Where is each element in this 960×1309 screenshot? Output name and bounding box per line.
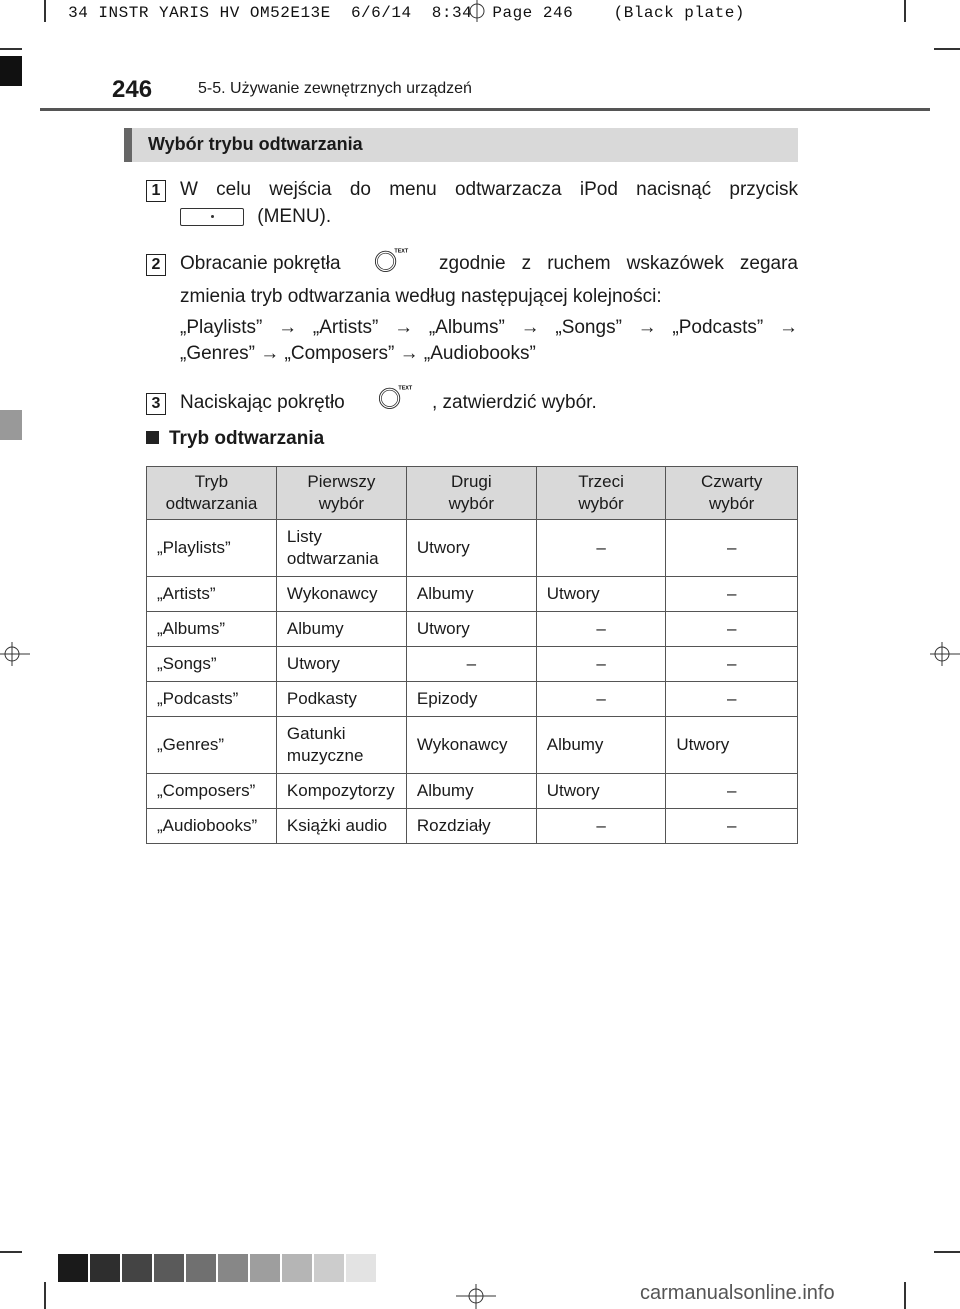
table-cell: – <box>536 612 666 647</box>
menu-button-icon <box>180 208 244 226</box>
table-cell: – <box>666 774 798 809</box>
table-cell: – <box>666 612 798 647</box>
step-number: 2 <box>146 254 166 276</box>
table-cell: – <box>666 520 798 577</box>
table-cell: Utwory <box>406 612 536 647</box>
table-header-cell: Czwarty wybór <box>666 467 798 520</box>
table-cell: – <box>536 682 666 717</box>
table-header-cell: Tryb odtwarzania <box>147 467 277 520</box>
table-header-cell: Pierwszy wybór <box>276 467 406 520</box>
table-cell: – <box>666 809 798 844</box>
step-number: 1 <box>146 180 166 202</box>
crop-mark <box>934 48 960 50</box>
color-swatch <box>122 1254 152 1282</box>
color-swatch <box>90 1254 120 1282</box>
table-row <box>147 577 798 612</box>
crop-mark <box>904 1282 906 1309</box>
chapter-title: 5-5. Używanie zewnętrznych urządzeń <box>198 80 472 97</box>
registration-mark <box>0 634 30 674</box>
table-cell: Albumy <box>406 577 536 612</box>
table-cell: Utwory <box>276 647 406 682</box>
knob-label: TEXT <box>398 385 413 392</box>
step-2-text-c: zmienia tryb odtwarzania według następującej kolejności: <box>180 286 662 307</box>
table-cell: „Podcasts” <box>147 682 277 717</box>
table-cell: – <box>666 647 798 682</box>
mode-sequence-cont: „Genres” → „Composers” → „Audiobooks” <box>180 343 536 364</box>
crop-mark <box>0 1251 22 1253</box>
color-swatch <box>250 1254 280 1282</box>
step-3-text-b: , zatwierdzić wybór. <box>432 392 597 413</box>
table-cell: Albumy <box>276 612 406 647</box>
table-cell: Rozdziały <box>406 809 536 844</box>
table-cell: Książki audio <box>276 809 406 844</box>
table-cell: Albumy <box>536 717 666 774</box>
step-1-text: W celu wejścia do menu odtwarzacza iPod nacisnąć przycisk <box>180 179 798 200</box>
table-cell: Utwory <box>406 520 536 577</box>
table-header-cell: Drugi wybór <box>406 467 536 520</box>
table-cell: „Audiobooks” <box>147 809 277 844</box>
color-swatch <box>186 1254 216 1282</box>
step-2-text-a: Obracanie pokrętła <box>180 253 341 274</box>
playback-mode-table <box>146 466 798 844</box>
color-swatch <box>346 1254 376 1282</box>
menu-label: (MENU). <box>257 206 332 227</box>
table-row <box>147 717 798 774</box>
table-cell: „Genres” <box>147 717 277 774</box>
table-cell: Utwory <box>666 717 798 774</box>
page-number: 246 <box>112 76 153 103</box>
table-row <box>147 809 798 844</box>
mode-sequence: „Playlists” → „Artists” → „Albums” → „Songs” → „Podcasts” → <box>180 317 798 338</box>
table-row <box>147 612 798 647</box>
crop-mark <box>44 0 46 22</box>
table-row <box>147 682 798 717</box>
table-cell: „Composers” <box>147 774 277 809</box>
print-slug: 34 INSTR YARIS HV OM52E13E 6/6/14 8:34 Page 246 (Black plate) <box>58 4 745 22</box>
header-divider <box>40 108 930 111</box>
corner-tab <box>0 56 22 86</box>
step-number: 3 <box>146 393 166 415</box>
color-swatch <box>314 1254 344 1282</box>
table-cell: Epizody <box>406 682 536 717</box>
color-swatch <box>218 1254 248 1282</box>
table-cell: „Albums” <box>147 612 277 647</box>
color-swatch <box>58 1254 88 1282</box>
crop-mark <box>0 48 22 50</box>
step-2-text-b: zgodnie z ruchem wskazówek zegara <box>439 253 798 274</box>
table-cell: Utwory <box>536 774 666 809</box>
table-cell: Wykonawcy <box>406 717 536 774</box>
table-cell: Kompozytorzy <box>276 774 406 809</box>
table-header-cell: Trzeci wybór <box>536 467 666 520</box>
table-cell: – <box>536 809 666 844</box>
color-swatch <box>282 1254 312 1282</box>
subheading-text: Tryb odtwarzania <box>169 428 325 449</box>
table-cell: Utwory <box>536 577 666 612</box>
table-cell: – <box>406 647 536 682</box>
table-cell: Wykonawcy <box>276 577 406 612</box>
crop-mark <box>44 1282 46 1309</box>
table-cell: Listy odtwarzania <box>276 520 406 577</box>
color-swatch <box>154 1254 184 1282</box>
crop-mark <box>934 1251 960 1253</box>
table-cell: – <box>666 577 798 612</box>
table-cell: – <box>536 520 666 577</box>
registration-mark <box>930 634 960 674</box>
step-3-text-a: Naciskając pokrętło <box>180 392 345 413</box>
table-cell: Gatunki muzyczne <box>276 717 406 774</box>
table-cell: „Artists” <box>147 577 277 612</box>
table-header-row <box>147 467 798 520</box>
registration-mark <box>462 0 492 22</box>
table-cell: Podkasty <box>276 682 406 717</box>
step-1-text-cont <box>180 203 331 230</box>
tune-knob-icon <box>372 241 410 279</box>
table-cell: „Playlists” <box>147 520 277 577</box>
crop-mark <box>904 0 906 22</box>
watermark: carmanualsonline.info <box>640 1282 835 1304</box>
section-title: Wybór trybu odtwarzania <box>148 134 363 154</box>
table-cell: – <box>666 682 798 717</box>
chapter-tab <box>0 410 22 440</box>
table-row <box>147 647 798 682</box>
table-cell: – <box>536 647 666 682</box>
subheading <box>146 428 324 450</box>
tune-knob-icon <box>376 378 414 416</box>
table-row <box>147 520 798 577</box>
bullet-square-icon <box>146 431 159 444</box>
knob-label: TEXT <box>394 248 409 255</box>
section-header <box>124 128 798 162</box>
table-row <box>147 774 798 809</box>
table-cell: „Songs” <box>147 647 277 682</box>
registration-mark <box>456 1282 496 1309</box>
table-cell: Albumy <box>406 774 536 809</box>
